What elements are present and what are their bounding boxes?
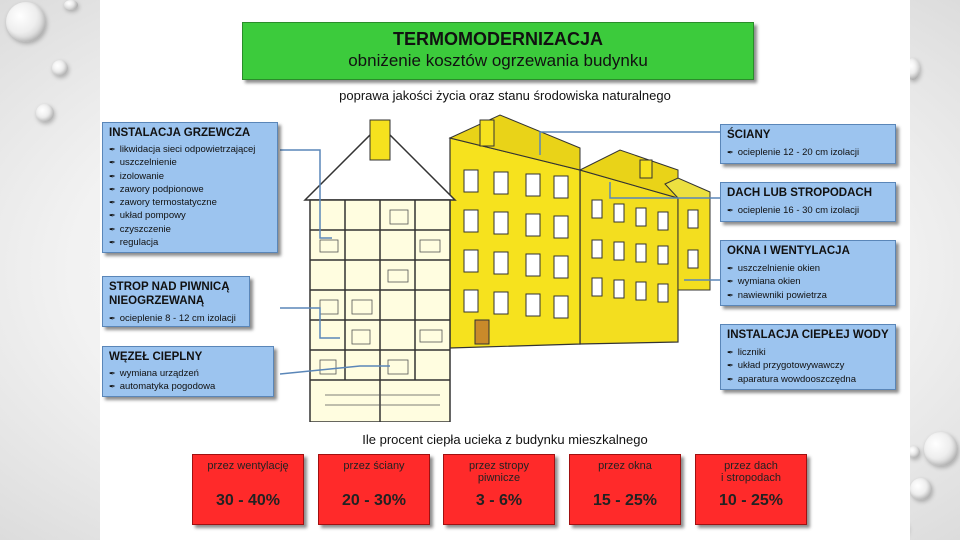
heat-loss-label: przez dach xyxy=(724,460,778,472)
title-main: TERMOMODERNIZACJA xyxy=(393,29,603,49)
panel-dach xyxy=(720,182,896,222)
decorative-droplet xyxy=(910,478,932,500)
panel-cwu xyxy=(720,324,896,390)
list-item: ✒ liczniki xyxy=(727,346,889,359)
list-item: ✒ wymiana okien xyxy=(727,275,889,288)
heat-loss-value: 20 - 30% xyxy=(341,492,407,509)
panel-heading: INSTALACJA CIEPŁEJ WODY xyxy=(727,329,889,341)
heat-loss-box-walls xyxy=(318,454,430,525)
list-item: ✒ uszczelnienie okien xyxy=(727,262,889,275)
slide-canvas xyxy=(100,0,910,540)
list-item: ✒ aparatura wowdooszczędna xyxy=(727,373,889,386)
title-box xyxy=(242,22,754,80)
decorative-droplet xyxy=(36,104,54,122)
heat-loss-label: przez wentylację xyxy=(207,460,289,472)
list-item: ✒ układ przygotowywawczy xyxy=(727,359,889,372)
decorative-droplet xyxy=(924,432,958,466)
panel-instalacja-grzewcza xyxy=(102,122,278,253)
panel-heading-line2: NIEOGRZEWANĄ xyxy=(109,295,205,307)
list-item: ✒ automatyka pogodowa xyxy=(109,380,267,393)
list-item: ✒ uszczelnienie xyxy=(109,156,271,169)
subtitle: poprawa jakości życia oraz stanu środowiska naturalnego xyxy=(339,88,671,103)
panel-heading: WĘZEŁ CIEPLNY xyxy=(109,351,203,363)
list-item: ✒ ocieplenie 16 - 30 cm izolacji xyxy=(727,204,889,217)
heat-loss-box-basement xyxy=(443,454,555,525)
list-item: ✒ ocieplenie 12 - 20 cm izolacji xyxy=(727,146,889,159)
panel-sciany xyxy=(720,124,896,164)
panel-heading-line1: STROP NAD PIWNICĄ xyxy=(109,281,230,293)
list-item: ✒ czyszczenie xyxy=(109,223,271,236)
heat-loss-label-line2: piwnicze xyxy=(477,472,521,484)
decorative-droplet xyxy=(64,0,78,10)
heat-loss-value: 30 - 40% xyxy=(215,492,281,509)
heat-loss-label: przez ściany xyxy=(343,460,405,472)
heat-loss-box-windows xyxy=(569,454,681,525)
list-item: ✒ likwidacja sieci odpowietrzającej xyxy=(109,143,271,156)
list-item: ✒ zawory podpionowe xyxy=(109,183,271,196)
title-subtitle: obniżenie kosztów ogrzewania budynku xyxy=(348,51,648,70)
heat-loss-value: 10 - 25% xyxy=(718,492,784,509)
list-item: ✒ układ pompowy xyxy=(109,209,271,222)
panel-strop-nad-piwnica xyxy=(102,276,250,327)
list-item: ✒ ocieplenie 8 - 12 cm izolacji xyxy=(109,312,243,325)
building-illustration xyxy=(280,110,730,422)
panel-wezel-cieplny xyxy=(102,346,274,397)
panel-okna xyxy=(720,240,896,306)
panel-heading: INSTALACJA GRZEWCZA xyxy=(109,127,251,139)
list-item: ✒ izolowanie xyxy=(109,170,271,183)
list-item: ✒ wymiana urządzeń xyxy=(109,367,267,380)
list-item: ✒ zawory termostatyczne xyxy=(109,196,271,209)
heat-loss-label: przez stropy xyxy=(469,460,529,472)
heat-loss-box-roof xyxy=(695,454,807,525)
heat-loss-value: 3 - 6% xyxy=(475,492,523,509)
decorative-droplet xyxy=(6,2,46,42)
panel-heading: ŚCIANY xyxy=(727,129,771,141)
panel-heading: DACH LUB STROPODACH xyxy=(727,187,873,199)
heat-loss-box-ventilation xyxy=(192,454,304,525)
list-item: ✒ nawiewniki powietrza xyxy=(727,289,889,302)
list-item: ✒ regulacja xyxy=(109,236,271,249)
heat-loss-heading: Ile procent ciepła ucieka z budynku mieszkalnego xyxy=(362,432,648,447)
decorative-droplet xyxy=(52,60,68,76)
heat-loss-value: 15 - 25% xyxy=(592,492,658,509)
heat-loss-label: przez okna xyxy=(598,460,652,472)
heat-loss-label-line2: i stropodach xyxy=(721,472,781,484)
panel-heading: OKNA I WENTYLACJA xyxy=(727,245,850,257)
